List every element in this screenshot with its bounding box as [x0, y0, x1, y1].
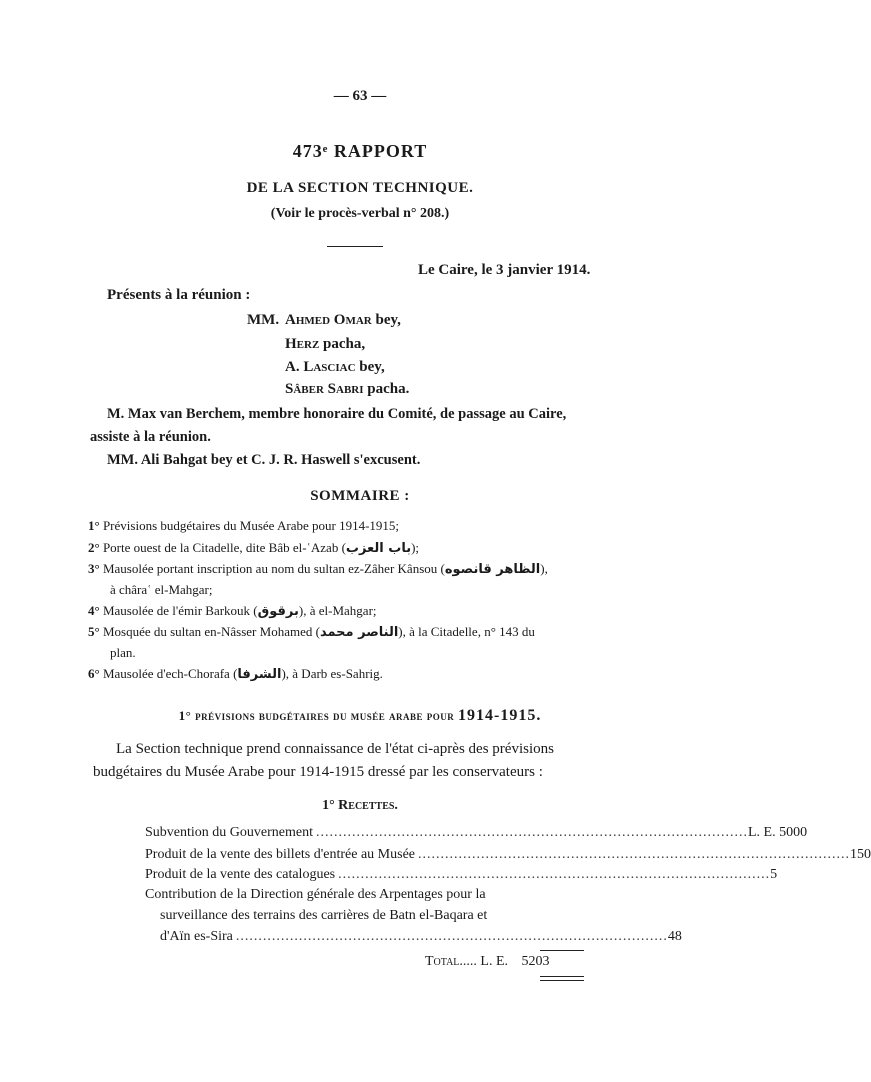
member-title: bey, — [355, 359, 385, 375]
item-text-after: ), à Darb es-Sahrig. — [281, 666, 383, 681]
item-number: 6° — [88, 666, 100, 681]
guest-line: M. Max van Berchem, membre honoraire du Comité, de passage au Caire, — [107, 406, 567, 422]
item-number: 2° — [88, 540, 100, 555]
member-name: Ahmed Omar — [285, 312, 372, 328]
arabic-name: الناصر محمد — [319, 625, 399, 640]
summary-item-continuation: plan. — [110, 645, 136, 660]
total-label: Total..... — [425, 954, 477, 969]
proces-verbal-reference: (Voir le procès-verbal n° 208.) — [270, 206, 450, 221]
arabic-name: برقوق — [257, 604, 299, 619]
item-number: 3° — [88, 561, 100, 576]
receipts-heading: 1° Recettes. — [322, 798, 398, 813]
item-text: Mausolée d'ech-Chorafa ( — [102, 666, 238, 681]
summary-item — [88, 540, 419, 556]
receipt-amount: 48 — [667, 929, 682, 944]
summary-heading: SOMMAIRE : — [310, 488, 410, 504]
guest-line: assiste à la réunion. — [90, 429, 211, 445]
dot-leader: ................................................................................................ — [418, 847, 850, 862]
dot-leader: ................................................................................................ — [315, 825, 748, 840]
item-text-after: ), — [540, 561, 548, 576]
item-text: Mausolée de l'émir Barkouk ( — [102, 603, 258, 618]
summary-item — [88, 666, 383, 682]
page-number: — 63 — — [333, 88, 387, 104]
total-underline-1 — [540, 976, 584, 977]
item-text: Prévisions budgétaires du Musée Arabe pour 1914-1915; — [102, 518, 400, 533]
arabic-name: باب العزب — [345, 541, 412, 556]
member-title: pacha, — [319, 336, 366, 352]
section-title: DE LA SECTION TECHNIQUE. — [246, 180, 474, 196]
receipt-row — [145, 867, 778, 887]
item-text: Mausolée portant inscription au nom du sultan ez-Zâher Kânsou ( — [102, 561, 445, 576]
item-text: Mosquée du sultan en-Nâsser Mohamed ( — [102, 624, 320, 639]
member-title: pacha. — [363, 381, 410, 397]
arabic-name: الشرفا — [237, 667, 282, 682]
receipt-amount — [748, 825, 807, 841]
dot-leader: ................................................................................................ — [235, 929, 668, 944]
receipt-row — [145, 847, 871, 867]
receipt-label: Produit de la vente des billets d'entrée au Musée — [145, 847, 415, 862]
summary-item — [88, 561, 548, 577]
member-name: Herz — [285, 336, 320, 352]
member-line — [285, 312, 401, 329]
dot-leader: ................................................................................................ — [338, 867, 771, 882]
total-row — [425, 954, 550, 970]
contribution-line: Contribution de la Direction générale des Arpentages pour la — [145, 887, 486, 902]
total-currency: L. E. — [480, 954, 509, 969]
amount-value: 5000 — [779, 825, 808, 840]
attendance-prefix: MM. — [247, 312, 280, 328]
total-underline-2 — [540, 980, 584, 981]
attendance-intro: Présents à la réunion : — [107, 287, 251, 303]
currency: L. E. — [747, 825, 776, 840]
receipt-amount: 150 — [850, 847, 871, 862]
section-heading-years: 1914-1915. — [458, 707, 542, 724]
paragraph-line: La Section technique prend connaissance de l'état ci-après des prévisions — [116, 741, 554, 757]
member-line — [285, 359, 385, 376]
receipt-label: Produit de la vente des catalogues — [145, 867, 336, 882]
item-number: 5° — [88, 624, 100, 639]
item-number: 1° — [88, 518, 100, 533]
receipt-label: Subvention du Gouvernement — [145, 825, 313, 840]
summary-item — [88, 624, 535, 640]
section-heading — [0, 707, 720, 725]
summary-item — [88, 518, 399, 534]
arabic-name: الظاهر قانصوه — [444, 562, 541, 577]
member-title: bey, — [371, 312, 401, 328]
item-text-after: ), à la Citadelle, n° 143 du — [398, 624, 535, 639]
item-text: Porte ouest de la Citadelle, dite Bâb el-ʿAzab ( — [102, 540, 346, 555]
contribution-line: surveillance des terrains des carrières de Batn el-Baqara et — [160, 908, 488, 923]
member-line — [285, 336, 365, 353]
summary-item-continuation: à châraʿ el-Mahgar; — [110, 582, 213, 597]
section-heading-text: 1° prévisions budgétaires du musée arabe pour — [178, 708, 455, 723]
receipt-row — [160, 929, 682, 949]
member-name: Sâber Sabri — [285, 381, 364, 397]
member-line — [285, 381, 409, 398]
paragraph-line: budgétaires du Musée Arabe pour 1914-1915 dressé par les conservateurs : — [93, 764, 543, 780]
total-amount: 5203 — [521, 954, 550, 969]
title-divider — [327, 246, 383, 247]
report-title: 473ᵉ RAPPORT — [292, 141, 428, 161]
item-text-after: ); — [411, 540, 420, 555]
receipt-label: d'Aïn es-Sira — [160, 929, 233, 944]
member-name: A. Lasciac — [285, 359, 356, 375]
date-line: Le Caire, le 3 janvier 1914. — [418, 262, 591, 278]
sum-rule — [540, 950, 584, 951]
item-text-after: ), à el-Mahgar; — [298, 603, 377, 618]
excused-line: MM. Ali Bahgat bey et C. J. R. Haswell s'excusent. — [107, 452, 421, 468]
receipt-amount: 5 — [770, 867, 778, 882]
summary-item — [88, 603, 377, 619]
receipt-row — [145, 825, 808, 845]
item-number: 4° — [88, 603, 100, 618]
